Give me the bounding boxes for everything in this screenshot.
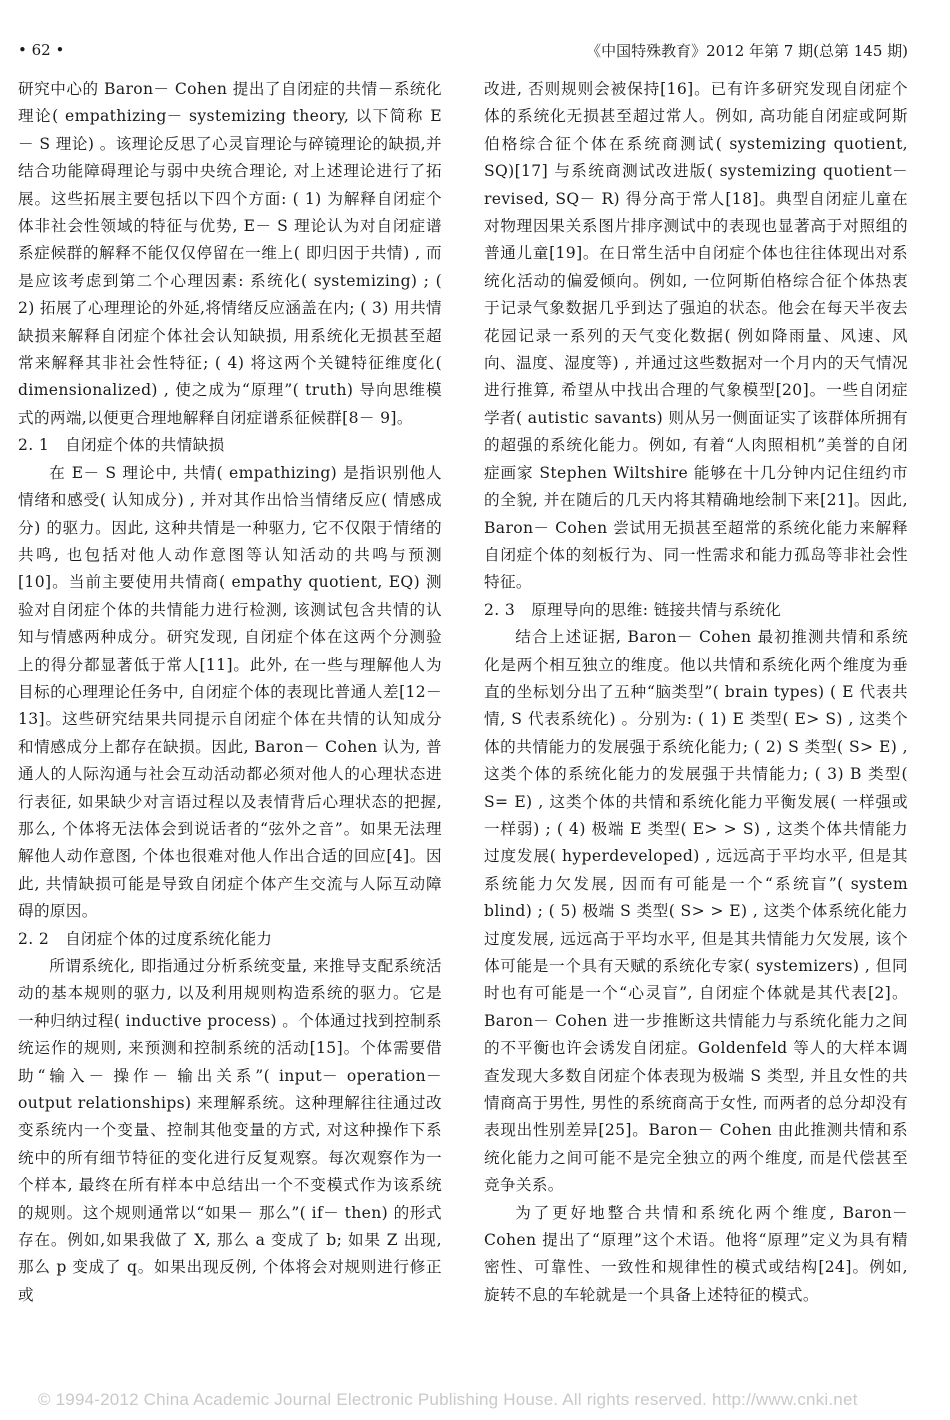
- body-columns: [18, 76, 908, 1309]
- section-heading-2-2: 2. 2 自闭症个体的过度系统化能力: [18, 929, 273, 948]
- journal-title: 《中国特殊教育》2012 年第 7 期(总第 145 期): [586, 41, 908, 60]
- paragraph: 研究中心的 Baron－ Cohen 提出了自闭症的共情－系统化理论( empathizing－ systemizing theory, 以下简称 E－ S 理论) 。该理论反思了心灵盲理论与碎镜理论的缺损,并结合功能障碍理论与弱中央统合理论, 对上述理论进行了拓展。这些拓展主要包括以下四个方面: ( 1) 为解释自闭症个体非社会性领域的特征与优势, E－ S 理论认为对自闭症谱系症候群的解释不能仅仅停留在一维上( 即归因于共情) , 而是应该考虑到第二个心理因素: 系统化( systemizing) ; ( 2) 拓展了心理理论的外延,将情绪反应涵盖在内; ( 3) 用共情缺损来解释自闭症个体社会认知缺损, 用系统化无损甚至超常来解释其非社会性特征; ( 4) 将这两个关键特征维度化( dimensionalized) , 使之成为“原理”( truth) 导向思维模式的两端,以便更合理地解释自闭症谱系征候群[8－ 9]。: [18, 80, 442, 427]
- section-heading-2-1: 2. 1 自闭症个体的共情缺损: [18, 436, 225, 455]
- left-column: [18, 76, 442, 1309]
- paragraph: 在 E－ S 理论中, 共情( empathizing) 是指识别他人情绪和感受( 认知成分) , 并对其作出恰当情绪反应( 情感成分) 的驱力。因此, 这种共情是一种驱力, 它不仅限于情绪的共鸣, 也包括对他人动作意图等认知活动的共鸣与预测[10]。当前主要使用共情商( empathy quotient, EQ) 测验对自闭症个体的共情能力进行检测, 该测试包含共情的认知与情感两种成分。研究发现, 自闭症个体在这两个分测验上的得分都显著低于常人[11]。此外, 在一些与理解他人为目标的心理理论任务中, 自闭症个体的表现比普通人差[12－ 13]。这些研究结果共同提示自闭症个体在共情的认知成分和情感成分上都存在缺损。因此, Baron－ Cohen 认为, 普通人的人际沟通与社会互动活动都必须对他人的心理状态进行表征, 如果缺少对言语过程以及表情背后心理状态的把握, 那么, 个体将无法体会到说话者的“弦外之音”。如果无法理解他人动作意图, 个体也很难对他人作出合适的回应[4]。因此, 共情缺损可能是导致自闭症个体产生交流与人际互动障碍的原因。: [18, 463, 442, 921]
- section-heading-2-3: 2. 3 原理导向的思维: 链接共情与系统化: [484, 600, 782, 619]
- paragraph: 结合上述证据, Baron－ Cohen 最初推测共情和系统化是两个相互独立的维度。他以共情和系统化两个维度为垂直的坐标划分出了五种“脑类型”( brain types) ( E 代表共情, S 代表系统化) 。分别为: ( 1) E 类型( E> S) , 这类个体的共情能力的发展强于系统化能力; ( 2) S 类型( S> E) , 这类个体的系统化能力的发展强于共情能力; ( 3) B 类型( S= E) , 这类个体的共情和系统化能力平衡发展( 一样强或一样弱) ; ( 4) 极端 E 类型( E> > S) , 这类个体共情能力过度发展( hyperdeveloped) , 远远高于平均水平, 但是其系统能力欠发展, 因而有可能是一个“系统盲”( system blind) ; ( 5) 极端 S 类型( S> > E) , 这类个体系统化能力过度发展, 远远高于平均水平, 但是其共情能力欠发展, 该个体可能是一个具有天赋的系统化专家( systemizers) , 但同时也有可能是一个“心灵盲”, 自闭症个体就是其代表[2]。Baron－ Cohen 进一步推断这共情能力与系统化能力之间的不平衡也许会诱发自闭症。Goldenfeld 等人的大样本调查发现大多数自闭症个体表现为极端 S 类型, 并且女性的共情商高于男性, 男性的系统商高于女性, 而两者的总分却没有表现出性别差异[25]。Baron－ Cohen 由此推测共情和系统化能力之间可能不是完全独立的两个维度, 而是代偿甚至竞争关系。: [484, 628, 908, 1195]
- paragraph: 为了更好地整合共情和系统化两个维度, Baron－ Cohen 提出了“原理”这个术语。他将“原理”定义为具有精密性、可靠性、一致性和规律性的模式或结构[24]。例如, 旋转不息的车轮就是一个具备上述特征的模式。: [484, 1203, 908, 1304]
- page-number: • 62 •: [18, 41, 65, 59]
- copyright-footer: © 1994-2012 China Academic Journal Electronic Publishing House. All rights reserved. http://www.cnki.net: [38, 1390, 858, 1409]
- right-column: [484, 76, 908, 1309]
- paragraph: 所谓系统化, 即指通过分析系统变量, 来推导支配系统活动的基本规则的驱力, 以及利用规则构造系统的驱力。它是一种归纳过程( inductive process) 。个体通过找到控制系统运作的规则, 来预测和控制系统的活动[15]。个体需要借助“输入－ 操作－ 输出关系”( input－ operation－ output relationships) 来理解系统。这种理解往往通过改变系统内一个变量、控制其他变量的方式, 对这种操作下系统中的所有细节特征的变化进行反复观察。每次观察作为一个样本, 最终在所有样本中总结出一个不变模式作为该系统的规则。这个规则通常以“如果－ 那么”( if－ then) 的形式存在。例如,如果我做了 X, 那么 a 变成了 b; 如果 Z 出现, 那么 p 变成了 q。如果出现反例, 个体将会对规则进行修正或: [18, 957, 442, 1304]
- paragraph: 改进, 否则规则会被保持[16]。已有许多研究发现自闭症个体的系统化无损甚至超过常人。例如, 高功能自闭症或阿斯伯格综合征个体在系统商测试( systemizing quotient, SQ)[17] 与系统商测试改进版( systemizing quotient－ revised, SQ－ R) 得分高于常人[18]。典型自闭症儿童在对物理因果关系图片排序测试中的表现也显著高于对照组的普通儿童[19]。在日常生活中自闭症个体也往往体现出对系统化活动的偏爱倾向。例如, 一位阿斯伯格综合征个体热衷于记录气象数据几乎到达了强迫的状态。他会在每天半夜去花园记录一系列的天气变化数据( 例如降雨量、风速、风向、温度、湿度等) , 并通过这些数据对一个月内的天气情况进行推算, 希望从中找出合理的气象模型[20]。一些自闭症学者( autistic savants) 则从另一侧面证实了该群体所拥有的超强的系统化能力。例如, 有着“人肉照相机”美誉的自闭症画家 Stephen Wiltshire 能够在十几分钟内记住纽约市的全貌, 并在随后的几天内将其精确地绘制下来[21]。因此, Baron－ Cohen 尝试用无损甚至超常的系统化能力来解释自闭症个体的刻板行为、同一性需求和能力孤岛等非社会性特征。: [484, 80, 908, 592]
- page-header: [18, 38, 908, 62]
